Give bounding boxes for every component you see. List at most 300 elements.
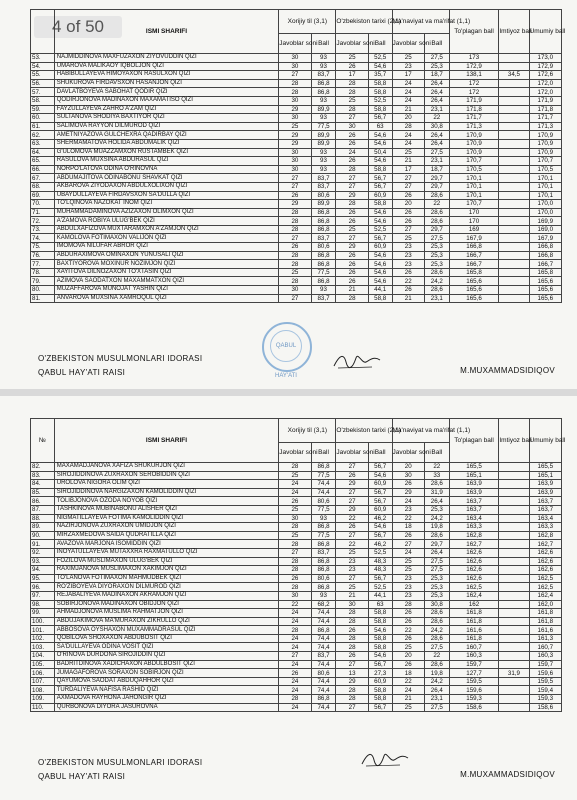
score-cell: 28 — [279, 566, 311, 575]
score-cell: 74,4 — [311, 488, 336, 497]
row-number: 84. — [31, 480, 55, 489]
score-cell: 29 — [336, 677, 368, 686]
student-name: TURDALIYEVA NAFISA RASHID QIZI — [54, 686, 278, 695]
score-cell: 30 — [279, 165, 311, 174]
score-cell — [499, 286, 529, 295]
score-cell — [499, 139, 529, 148]
header-ball: Ball — [368, 34, 392, 54]
score-cell: 22 — [392, 626, 424, 635]
student-name: O'RINOVA DURDONA SIROJIDDIN QIZI — [54, 652, 278, 661]
score-cell: 26 — [336, 157, 368, 166]
student-name: ABDULXAFIZOVA MUXTARAMXON A'ZAMJON QIZI — [54, 225, 278, 234]
score-cell: 162,6 — [449, 557, 499, 566]
score-cell: 25 — [279, 531, 311, 540]
results-table-2 — [30, 418, 566, 712]
score-cell — [499, 626, 529, 635]
score-cell: 29 — [279, 139, 311, 148]
score-cell: 22 — [424, 652, 449, 661]
score-cell: 80,6 — [311, 243, 336, 252]
row-number: 72. — [31, 217, 55, 226]
score-cell: 23 — [392, 260, 424, 269]
table-row — [31, 677, 562, 686]
score-cell: 26 — [279, 669, 311, 678]
row-number: 62. — [31, 131, 55, 140]
score-cell: 74,4 — [311, 643, 336, 652]
score-cell: 28 — [279, 79, 311, 88]
student-name: ABDURAXIMOVA OMINAXON YUNUSALI QIZI — [54, 251, 278, 260]
score-cell: 27 — [336, 463, 368, 472]
row-number: 85. — [31, 488, 55, 497]
score-cell: 30 — [279, 54, 311, 63]
score-cell: 30,8 — [424, 600, 449, 609]
score-cell: 13 — [336, 669, 368, 678]
score-cell: 26 — [336, 268, 368, 277]
score-cell: 172,9 — [529, 62, 561, 71]
score-cell: 28,6 — [424, 286, 449, 295]
score-cell: 56,7 — [368, 660, 392, 669]
score-cell: 161,3 — [529, 634, 561, 643]
row-number: 98. — [31, 600, 55, 609]
score-cell: 170,9 — [529, 148, 561, 157]
score-cell: 28 — [279, 277, 311, 286]
score-cell: 30,8 — [424, 122, 449, 131]
score-cell — [499, 96, 529, 105]
score-cell: 54,6 — [368, 652, 392, 661]
score-cell: 54,6 — [368, 251, 392, 260]
score-cell: 30 — [279, 96, 311, 105]
score-cell: 169,9 — [529, 217, 561, 226]
score-cell: 159,6 — [449, 686, 499, 695]
footer-line1: O'ZBEKISTON MUSULMONLARI IDORASI — [38, 758, 203, 767]
table-row — [31, 652, 562, 661]
score-cell: 161,8 — [529, 609, 561, 618]
student-name: RO'ZIBOYEVA DIYORAXON DILMUROD QIZI — [54, 583, 278, 592]
score-cell: 58,8 — [368, 617, 392, 626]
student-name: MUZAFFAROVA MUNOJAT YASHIN QIZI — [54, 286, 278, 295]
table-row — [31, 463, 562, 472]
score-cell: 165,6 — [449, 277, 499, 286]
score-cell: 167,9 — [449, 234, 499, 243]
score-cell: 25 — [336, 225, 368, 234]
score-cell: 25 — [392, 703, 424, 712]
score-cell: 26 — [279, 243, 311, 252]
score-cell: 170,9 — [449, 148, 499, 157]
score-cell — [499, 643, 529, 652]
row-number: 105. — [31, 660, 55, 669]
score-cell — [499, 157, 529, 166]
table-row — [31, 191, 562, 200]
score-cell: 21 — [336, 591, 368, 600]
score-cell: 29,7 — [424, 225, 449, 234]
score-cell: 19,8 — [424, 523, 449, 532]
score-cell: 159,3 — [529, 695, 561, 704]
footer-org — [38, 756, 202, 784]
row-number: 106. — [31, 669, 55, 678]
score-cell: 161,6 — [449, 626, 499, 635]
table-row — [31, 626, 562, 635]
score-cell: 56,7 — [368, 174, 392, 183]
score-cell: 63 — [368, 122, 392, 131]
score-cell: 26 — [336, 523, 368, 532]
row-number: 96. — [31, 583, 55, 592]
score-cell: 26 — [392, 634, 424, 643]
row-number: 66. — [31, 165, 55, 174]
score-cell: 28 — [336, 105, 368, 114]
score-cell: 172,6 — [529, 71, 561, 80]
score-cell: 30 — [336, 600, 368, 609]
score-cell — [499, 54, 529, 63]
score-cell: 28 — [279, 225, 311, 234]
score-cell — [499, 148, 529, 157]
header-spiritual: Ma'naviyat va ma'rifat (1,1) — [392, 10, 449, 34]
score-cell: 20 — [392, 652, 424, 661]
score-cell: 24 — [279, 677, 311, 686]
student-name: MAXAMADJANOVA XAFIZA SHUKURJON QIZI — [54, 463, 278, 472]
score-cell: 54,6 — [368, 626, 392, 635]
score-cell: 170,9 — [449, 139, 499, 148]
score-cell: 58,8 — [368, 686, 392, 695]
score-cell: 25 — [336, 583, 368, 592]
student-name: KAMOLOVA FOTIMAXON VALIJON QIZI — [54, 234, 278, 243]
score-cell: 26 — [392, 208, 424, 217]
footer-line2: QABUL HAY'ATI RAISI — [38, 772, 126, 781]
score-cell: 80,6 — [311, 574, 336, 583]
score-cell: 25 — [392, 566, 424, 575]
score-cell: 162,4 — [449, 591, 499, 600]
table-row — [31, 79, 562, 88]
score-cell: 26,4 — [424, 131, 449, 140]
score-cell — [499, 122, 529, 131]
row-number: 67. — [31, 174, 55, 183]
score-cell — [499, 566, 529, 575]
score-cell — [499, 634, 529, 643]
header-total: To'plagan ball — [449, 419, 499, 463]
score-cell: 56,7 — [368, 703, 392, 712]
row-number: 61. — [31, 122, 55, 131]
score-cell: 25 — [392, 643, 424, 652]
score-cell: 54,6 — [368, 268, 392, 277]
table-row — [31, 225, 562, 234]
score-cell: 28 — [279, 217, 311, 226]
score-cell: 169 — [449, 225, 499, 234]
table-row — [31, 54, 562, 63]
row-number: 94. — [31, 566, 55, 575]
student-name: TO'LQINOVA NAZOKAT INOM QIZI — [54, 200, 278, 209]
score-cell: 74,4 — [311, 677, 336, 686]
score-cell: 23 — [392, 583, 424, 592]
score-cell: 29 — [392, 488, 424, 497]
score-cell: 28,6 — [424, 191, 449, 200]
score-cell: 163,9 — [449, 488, 499, 497]
score-cell — [499, 548, 529, 557]
score-cell: 86,8 — [311, 79, 336, 88]
score-cell — [499, 523, 529, 532]
score-cell — [499, 217, 529, 226]
score-cell: 28 — [392, 600, 424, 609]
row-number: 57. — [31, 88, 55, 97]
student-name: XAYITOVA DILNOZAXON TO'XTASIN QIZI — [54, 268, 278, 277]
score-cell: 25,3 — [424, 591, 449, 600]
footer-org — [38, 352, 202, 380]
score-cell: 28,6 — [424, 634, 449, 643]
score-cell: 23 — [392, 62, 424, 71]
score-cell: 27 — [392, 540, 424, 549]
score-cell: 159,5 — [449, 677, 499, 686]
header-javoblar: Javoblar soni — [279, 443, 311, 463]
table-row — [31, 583, 562, 592]
table-row — [31, 277, 562, 286]
row-number: 74. — [31, 234, 55, 243]
row-number: 108. — [31, 686, 55, 695]
score-cell: 25,3 — [424, 574, 449, 583]
score-cell: 165,6 — [449, 294, 499, 303]
score-cell: 29 — [336, 505, 368, 514]
footer-signer: M.MUXAMMADSIDIQOV — [460, 366, 555, 375]
student-name: AMETNIYAZOVA GULCHEXRA QADIRBAY QIZI — [54, 131, 278, 140]
score-cell: 163,4 — [529, 514, 561, 523]
score-cell: 27 — [336, 531, 368, 540]
score-cell: 26 — [392, 617, 424, 626]
score-cell: 52,5 — [368, 96, 392, 105]
score-cell: 159,7 — [529, 660, 561, 669]
score-cell: 166,7 — [449, 260, 499, 269]
table-row — [31, 669, 562, 678]
row-number: 83. — [31, 471, 55, 480]
score-cell: 74,4 — [311, 686, 336, 695]
student-name: SHERMAMATOVA HOLIDA ABDUMALIK QIZI — [54, 139, 278, 148]
score-cell: 54,6 — [368, 131, 392, 140]
score-cell: 26,4 — [424, 79, 449, 88]
score-cell: 170,0 — [529, 208, 561, 217]
score-cell: 28 — [336, 643, 368, 652]
score-cell: 22 — [424, 463, 449, 472]
score-cell: 21 — [392, 157, 424, 166]
score-cell: 27 — [392, 174, 424, 183]
score-cell: 165,5 — [529, 463, 561, 472]
score-cell: 26 — [336, 260, 368, 269]
score-cell: 48,3 — [368, 557, 392, 566]
score-cell: 77,5 — [311, 268, 336, 277]
score-cell: 172,9 — [449, 62, 499, 71]
results-table-1 — [30, 9, 566, 303]
score-cell: 60,9 — [368, 505, 392, 514]
score-cell: 29 — [336, 243, 368, 252]
score-cell: 30 — [279, 591, 311, 600]
header-history: O'zbekiston tarixi (2,1) — [336, 10, 392, 34]
score-cell: 162,6 — [449, 548, 499, 557]
table-row — [31, 243, 562, 252]
score-cell: 166,7 — [529, 260, 561, 269]
table-row — [31, 695, 562, 704]
score-cell: 22 — [336, 540, 368, 549]
score-cell: 28 — [279, 695, 311, 704]
table-body-2 — [31, 463, 562, 712]
score-cell: 171,8 — [449, 105, 499, 114]
score-cell: 170,5 — [449, 165, 499, 174]
table-row — [31, 148, 562, 157]
score-cell: 24 — [279, 686, 311, 695]
score-cell: 26,4 — [424, 139, 449, 148]
student-name: SOBIRJONOVA MADINAXON OBIDJON QIZI — [54, 600, 278, 609]
header-history: O'zbekiston tarixi (2,1) — [336, 419, 392, 443]
table-row — [31, 71, 562, 80]
score-cell: 28 — [279, 463, 311, 472]
score-cell: 26 — [392, 268, 424, 277]
table-row — [31, 540, 562, 549]
score-cell: 23,1 — [424, 294, 449, 303]
score-cell: 159,7 — [449, 660, 499, 669]
header-javoblar: Javoblar soni — [336, 443, 368, 463]
score-cell: 56,7 — [368, 234, 392, 243]
score-cell: 68,2 — [311, 600, 336, 609]
score-cell: 24 — [279, 609, 311, 618]
score-cell: 170,1 — [449, 191, 499, 200]
row-number: 95. — [31, 574, 55, 583]
score-cell: 25 — [279, 505, 311, 514]
score-cell: 22 — [392, 277, 424, 286]
score-cell: 74,4 — [311, 617, 336, 626]
score-cell: 28,6 — [424, 208, 449, 217]
score-cell: 165,1 — [449, 471, 499, 480]
score-cell: 25,3 — [424, 62, 449, 71]
score-cell: 63 — [368, 600, 392, 609]
score-cell: 58,8 — [368, 88, 392, 97]
score-cell: 30 — [279, 514, 311, 523]
header-ball: Ball — [424, 34, 449, 54]
score-cell: 28 — [336, 686, 368, 695]
header-ball: Ball — [424, 443, 449, 463]
score-cell: 28 — [279, 523, 311, 532]
table-row — [31, 686, 562, 695]
score-cell: 23 — [392, 591, 424, 600]
score-cell — [499, 114, 529, 123]
score-cell: 160,3 — [529, 652, 561, 661]
score-cell: 44,1 — [368, 591, 392, 600]
row-number: 90. — [31, 531, 55, 540]
score-cell: 170,1 — [529, 191, 561, 200]
score-cell — [499, 514, 529, 523]
score-cell: 170,1 — [529, 174, 561, 183]
document-page-1 — [0, 0, 577, 389]
row-number: 54. — [31, 62, 55, 71]
score-cell: 170,7 — [449, 200, 499, 209]
row-number: 70. — [31, 200, 55, 209]
table-row — [31, 217, 562, 226]
score-cell: 171,8 — [529, 105, 561, 114]
score-cell: 21 — [392, 695, 424, 704]
score-cell: 22 — [392, 677, 424, 686]
table-row — [31, 208, 562, 217]
score-cell: 60,9 — [368, 191, 392, 200]
score-cell: 162,6 — [449, 574, 499, 583]
table-row — [31, 488, 562, 497]
student-name: SALIMOVA RAYYON DILMUROD QIZI — [54, 122, 278, 131]
score-cell: 26 — [336, 251, 368, 260]
score-cell: 86,8 — [311, 88, 336, 97]
score-cell: 163,3 — [449, 523, 499, 532]
score-cell: 27 — [279, 652, 311, 661]
table-row — [31, 634, 562, 643]
student-name: ANVAROVA MUXSINA XAMROQUL QIZI — [54, 294, 278, 303]
score-cell — [499, 79, 529, 88]
student-name: NORPO'LATOVA ODINA O'RINOVNA — [54, 165, 278, 174]
score-cell: 54,6 — [368, 208, 392, 217]
score-cell: 28 — [392, 122, 424, 131]
score-cell: 26 — [392, 480, 424, 489]
table-row — [31, 88, 562, 97]
score-cell: 86,8 — [311, 225, 336, 234]
score-cell: 25 — [392, 54, 424, 63]
score-cell: 30 — [279, 62, 311, 71]
score-cell: 52,5 — [368, 225, 392, 234]
score-cell: 24 — [392, 139, 424, 148]
score-cell: 48,3 — [368, 566, 392, 575]
score-cell: 161,8 — [449, 634, 499, 643]
score-cell: 58,8 — [368, 105, 392, 114]
row-number: 89. — [31, 523, 55, 532]
score-cell: 28 — [279, 557, 311, 566]
score-cell: 26,4 — [424, 548, 449, 557]
score-cell: 162,0 — [529, 600, 561, 609]
student-name: RASULOVA MUXSINA ABDURASUL QIZI — [54, 157, 278, 166]
table-row — [31, 471, 562, 480]
row-number: 88. — [31, 514, 55, 523]
row-number: 81. — [31, 294, 55, 303]
score-cell: 163,9 — [529, 488, 561, 497]
score-cell: 58,8 — [368, 165, 392, 174]
score-cell: 93 — [311, 54, 336, 63]
score-cell: 27,5 — [424, 643, 449, 652]
table-row — [31, 182, 562, 191]
score-cell: 24,2 — [424, 514, 449, 523]
score-cell: 28,6 — [424, 660, 449, 669]
score-cell — [499, 200, 529, 209]
score-cell: 60,9 — [368, 243, 392, 252]
score-cell: 28,6 — [424, 531, 449, 540]
score-cell: 34,5 — [499, 71, 529, 80]
student-name: TASHKINOVA MUBINABONU ALISHER QIZI — [54, 505, 278, 514]
score-cell: 159,6 — [529, 669, 561, 678]
score-cell: 26 — [392, 660, 424, 669]
student-name: MUHAMMADAMINOVA AZIZAXON OLIMXON QIZI — [54, 208, 278, 217]
table-row — [31, 165, 562, 174]
score-cell: 93 — [311, 286, 336, 295]
score-cell: 28 — [336, 200, 368, 209]
score-cell: 162,8 — [529, 531, 561, 540]
score-cell: 83,7 — [311, 548, 336, 557]
score-cell: 26 — [336, 217, 368, 226]
row-number: 53. — [31, 54, 55, 63]
score-cell: 28 — [279, 251, 311, 260]
score-cell: 165,8 — [529, 268, 561, 277]
table-row — [31, 62, 562, 71]
score-cell: 22 — [336, 514, 368, 523]
table-row — [31, 591, 562, 600]
score-cell: 21 — [336, 286, 368, 295]
score-cell: 80,6 — [311, 497, 336, 506]
score-cell: 26 — [336, 131, 368, 140]
score-cell: 162,4 — [529, 591, 561, 600]
score-cell — [499, 471, 529, 480]
score-cell: 26 — [336, 471, 368, 480]
row-number: 82. — [31, 463, 55, 472]
score-cell: 80,6 — [311, 191, 336, 200]
score-cell: 80,6 — [311, 669, 336, 678]
score-cell: 28 — [336, 165, 368, 174]
score-cell: 23 — [392, 505, 424, 514]
score-cell: 24 — [392, 548, 424, 557]
score-cell — [499, 557, 529, 566]
